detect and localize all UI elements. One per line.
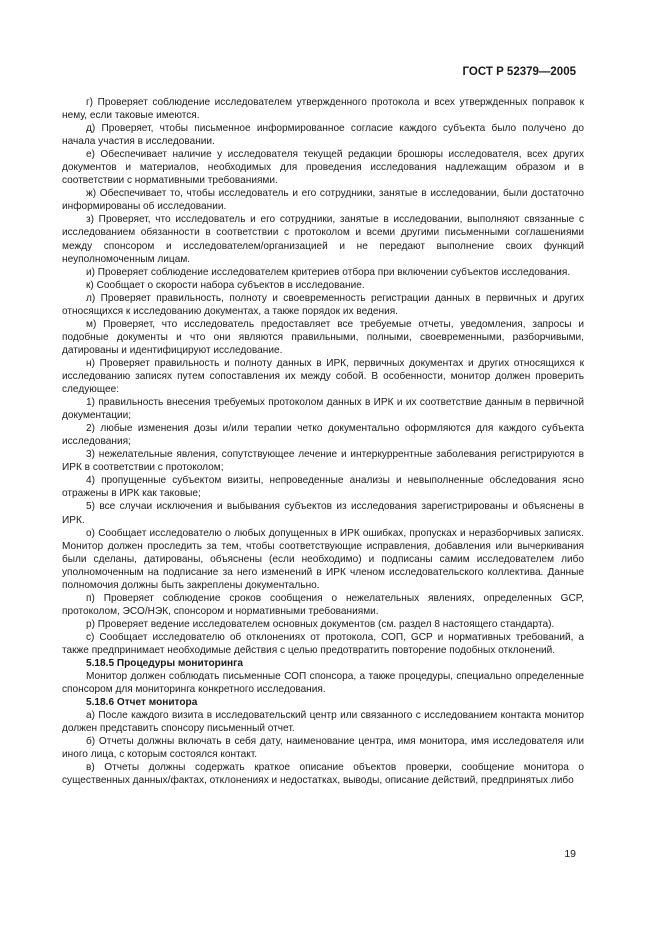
sub-item-2: 2) любые изменения дозы и/или терапии четко документально оформляются для каждого субъекта исследования; bbox=[62, 423, 584, 448]
paragraph-k: к) Сообщает о скорости набора субъектов в исследование. bbox=[86, 279, 365, 291]
paragraph-p: п) Проверяет соблюдение сроков сообщения о нежелательных явлениях, определенных GCP, протоколом, ЭСО/НЭК, спонсором и нормативными требованиями. bbox=[62, 592, 584, 617]
paragraph-z: з) Проверяет, что исследователь и его сотрудники, занятые в исследовании, выполняют связанные с исследованием обязанности в соответствии с протоколом и всеми другими письменными соглашениями между спонсором и исследователем/организацией и не передают выполнение своих функций неуполномоченным лицам. bbox=[62, 214, 584, 265]
report-item-v: в) Отчеты должны содержать краткое описание объектов проверки, сообщение монитора о существенных данных/фактах, отклонениях и недостатках, выводы, описание действий, предпринятых либо bbox=[62, 762, 584, 787]
section-heading-5-18-5: 5.18.5 Процедуры мониторинга bbox=[86, 658, 243, 670]
sub-item-3: 3) нежелательные явления, сопутствующее лечение и интеркуррентные заболевания регистрируются в ИРК в соответствии с протоколом; bbox=[62, 449, 584, 474]
paragraph-g: г) Проверяет соблюдение исследователем утвержденного протокола и всех утвержденных поправок к нему, если таковые имеются. bbox=[62, 97, 584, 122]
paragraph-m: м) Проверяет, что исследователь предоставляет все требуемые отчеты, уведомления, запросы и подобные документы и что они являются правильными, полными, своевременными, разборчивыми, датированы и идентифицируют исследование. bbox=[62, 318, 584, 356]
paragraph-n: н) Проверяет правильность и полноту данных в ИРК, первичных документах и других относящихся к исследованию записях путем сопоставления их между собой. В особенности, монитор должен проверить следующее: bbox=[62, 357, 584, 396]
paragraph-s: с) Сообщает исследователю об отклонениях от протокола, СОП, GCP и нормативных требований, а также предпринимает необходимые действия с целью предотвратить повторение подобных отклонений. bbox=[62, 631, 584, 656]
paragraph-l: л) Проверяет правильность, полноту и своевременность регистрации данных в первичных и других относящихся к исследованию документах, а также порядок их ведения. bbox=[62, 292, 584, 317]
section-text-5-18-5: Монитор должен соблюдать письменные СОП спонсора, а также процедуры, специально определенные спонсором для мониторинга конкретного исследования. bbox=[62, 671, 584, 696]
sub-item-4: 4) пропущенные субъектом визиты, непроведенные анализы и невыполненные обследования ясно отражены в ИРК как таковые; bbox=[62, 475, 584, 500]
paragraph-d: д) Проверяет, чтобы письменное информированное согласие каждого субъекта было получено до начала участия в исследовании. bbox=[62, 123, 584, 148]
document-body bbox=[62, 96, 584, 787]
paragraph-r: р) Проверяет ведение исследователем основных документов (см. раздел 8 настоящего стандарта). bbox=[86, 618, 555, 630]
paragraph-e: е) Обеспечивает наличие у исследователя текущей редакции брошюры исследователя, всех других документов и материалов, необходимых для проведения исследования надлежащим образом и в соответствии с нормативными требованиями. bbox=[62, 149, 584, 187]
sub-item-5: 5) все случаи исключения и выбывания субъектов из исследования зарегистрированы и объяснены в ИРК. bbox=[62, 501, 584, 526]
standard-header: ГОСТ Р 52379—2005 bbox=[462, 66, 576, 78]
page-number: 19 bbox=[564, 848, 576, 860]
paragraph-zh: ж) Обеспечивает то, чтобы исследователь и его сотрудники, занятые в исследовании, были достаточно информированы об исследовании. bbox=[62, 188, 584, 213]
section-heading-5-18-6: 5.18.6 Отчет монитора bbox=[86, 697, 198, 709]
report-item-b: б) Отчеты должны включать в себя дату, наименование центра, имя монитора, имя исследователя или иного лица, с которым состоялся контакт. bbox=[62, 736, 584, 761]
paragraph-o: о) Сообщает исследователю о любых допущенных в ИРК ошибках, пропусках и неразборчивых записях. Монитор должен проследить за тем, чтобы соответствующие исправления, добавления или вычеркивания были сделаны, датированы, объяснены (если необходимо) и подписаны самим исследователем либо уполномоченным на подписание за него изменений в ИРК членом исследовательского коллектива. Данные полномочия должны быть закреплены документально. bbox=[62, 527, 584, 591]
report-item-a: а) После каждого визита в исследовательский центр или связанного с исследованием контакта монитор должен представить спонсору письменный отчет. bbox=[62, 710, 584, 735]
sub-item-1: 1) правильность внесения требуемых протоколом данных в ИРК и их соответствие данным в первичной документации; bbox=[62, 397, 584, 422]
paragraph-i: и) Проверяет соблюдение исследователем критериев отбора при включении субъектов исследования. bbox=[86, 266, 571, 278]
